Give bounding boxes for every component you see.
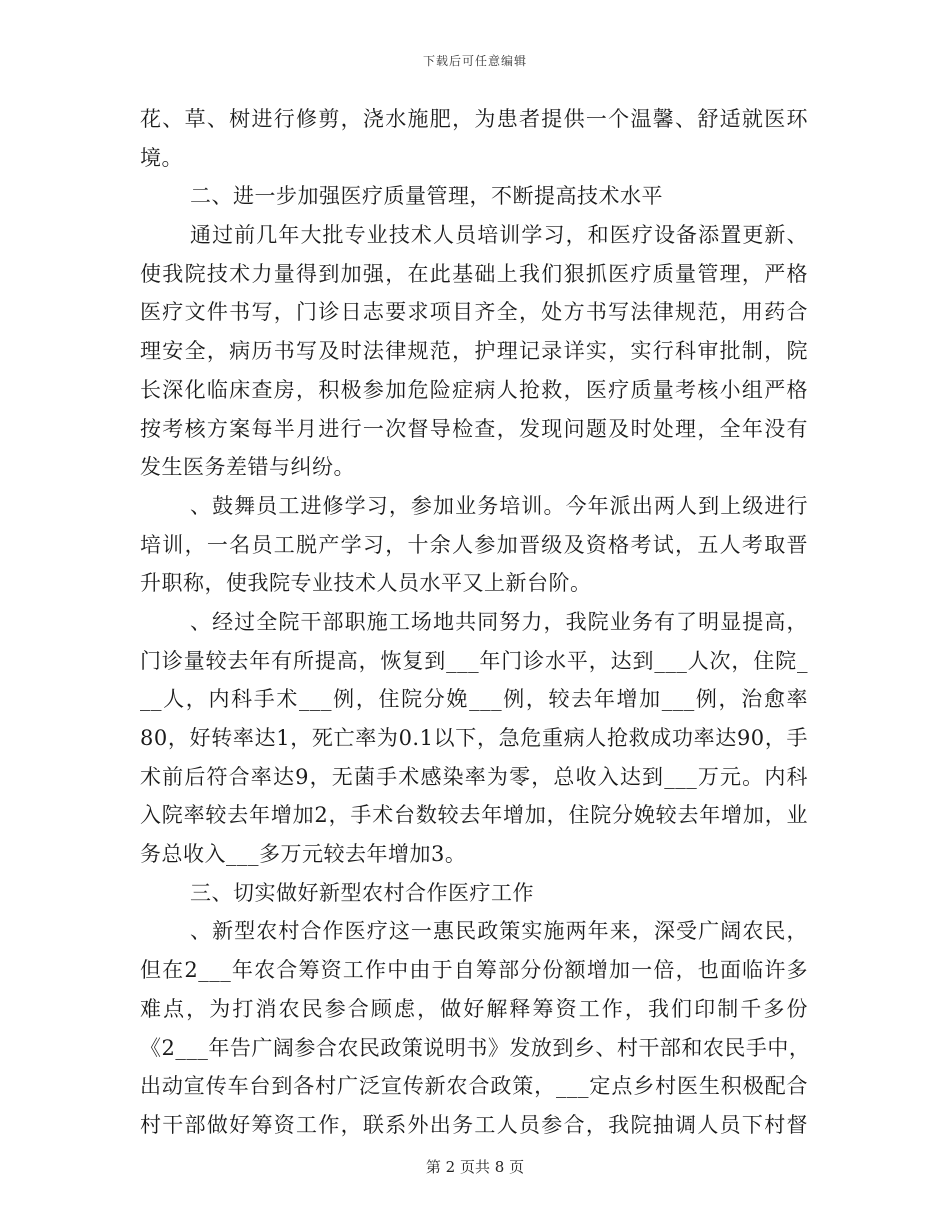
text-line: 按考核方案每半月进行一次督导检查，发现问题及时处理，全年没有 [140, 416, 808, 441]
text-line: 出动宣传车台到各村广泛宣传新农合政策，___定点乡村医生积极配合 [140, 1074, 808, 1099]
text-line: 理安全，病历书写及时法律规范，护理记录详实，实行科审批制，院 [140, 339, 808, 364]
text-line: 培训，一名员工脱产学习，十余人参加晋级及资格考试，五人考取晋 [140, 532, 808, 557]
text-line: 使我院技术力量得到加强，在此基础上我们狠抓医疗质量管理，严格 [140, 261, 808, 286]
text-line: 80，好转率达1，死亡率为0.1以下，急危重病人抢救成功率达90，手 [140, 726, 808, 750]
text-line: 、鼓舞员工进修学习，参加业务培训。今年派出两人到上级进行 [190, 493, 808, 518]
text-line: 医疗文件书写，门诊日志要求项目齐全，处方书写法律规范，用药合 [140, 300, 808, 325]
text-line: 难点，为打消农民参合顾虑，做好解释筹资工作，我们印制千多份 [140, 996, 808, 1021]
text-line: 、新型农村合作医疗这一惠民政策实施两年来，深受广阔农民， [190, 919, 808, 944]
text-line: 门诊量较去年有所提高，恢复到___年门诊水平，达到___人次，住院_ [140, 648, 808, 673]
page-header: 下载后可任意编辑 [422, 54, 527, 68]
text-line: 入院率较去年增加2，手术台数较去年增加，住院分娩较去年增加，业 [140, 803, 808, 828]
text-line: 通过前几年大批专业技术人员培训学习，和医疗设备添置更新、 [190, 223, 808, 248]
text-line: 《2___年告广阔参合农民政策说明书》发放到乡、村干部和农民手中， [140, 1035, 811, 1060]
page-footer: 第 2 页共 8 页 [425, 1158, 525, 1176]
text-line: 务总收入___多万元较去年增加3。 [140, 842, 467, 867]
text-line: 升职称，使我院专业技术人员水平又上新台阶。 [140, 571, 592, 596]
section-heading: 三、切实做好新型农村合作医疗工作 [190, 880, 534, 905]
text-line: __人，内科手术___例，住院分娩___例，较去年增加___例，治愈率 [140, 687, 808, 712]
text-line: 村干部做好筹资工作，联系外出务工人员参合，我院抽调人员下村督 [140, 1112, 808, 1137]
text-line: 发生医务差错与纠纷。 [140, 455, 355, 480]
section-heading: 二、进一步加强医疗质量管理，不断提高技术水平 [190, 184, 663, 209]
text-line: 长深化临床查房，积极参加危险症病人抢救，医疗质量考核小组严格 [140, 377, 808, 402]
text-line: 境。 [140, 145, 183, 170]
document-body [140, 100, 811, 1145]
text-line: 术前后符合率达9，无菌手术感染率为零，总收入达到___万元。内科 [140, 764, 808, 789]
text-line: 、经过全院干部职施工场地共同努力，我院业务有了明显提高， [190, 609, 808, 634]
text-line: 但在2___年农合筹资工作中由于自筹部分份额增加一倍，也面临许多 [140, 958, 808, 983]
text-line: 花、草、树进行修剪，浇水施肥，为患者提供一个温馨、舒适就医环 [140, 107, 808, 131]
